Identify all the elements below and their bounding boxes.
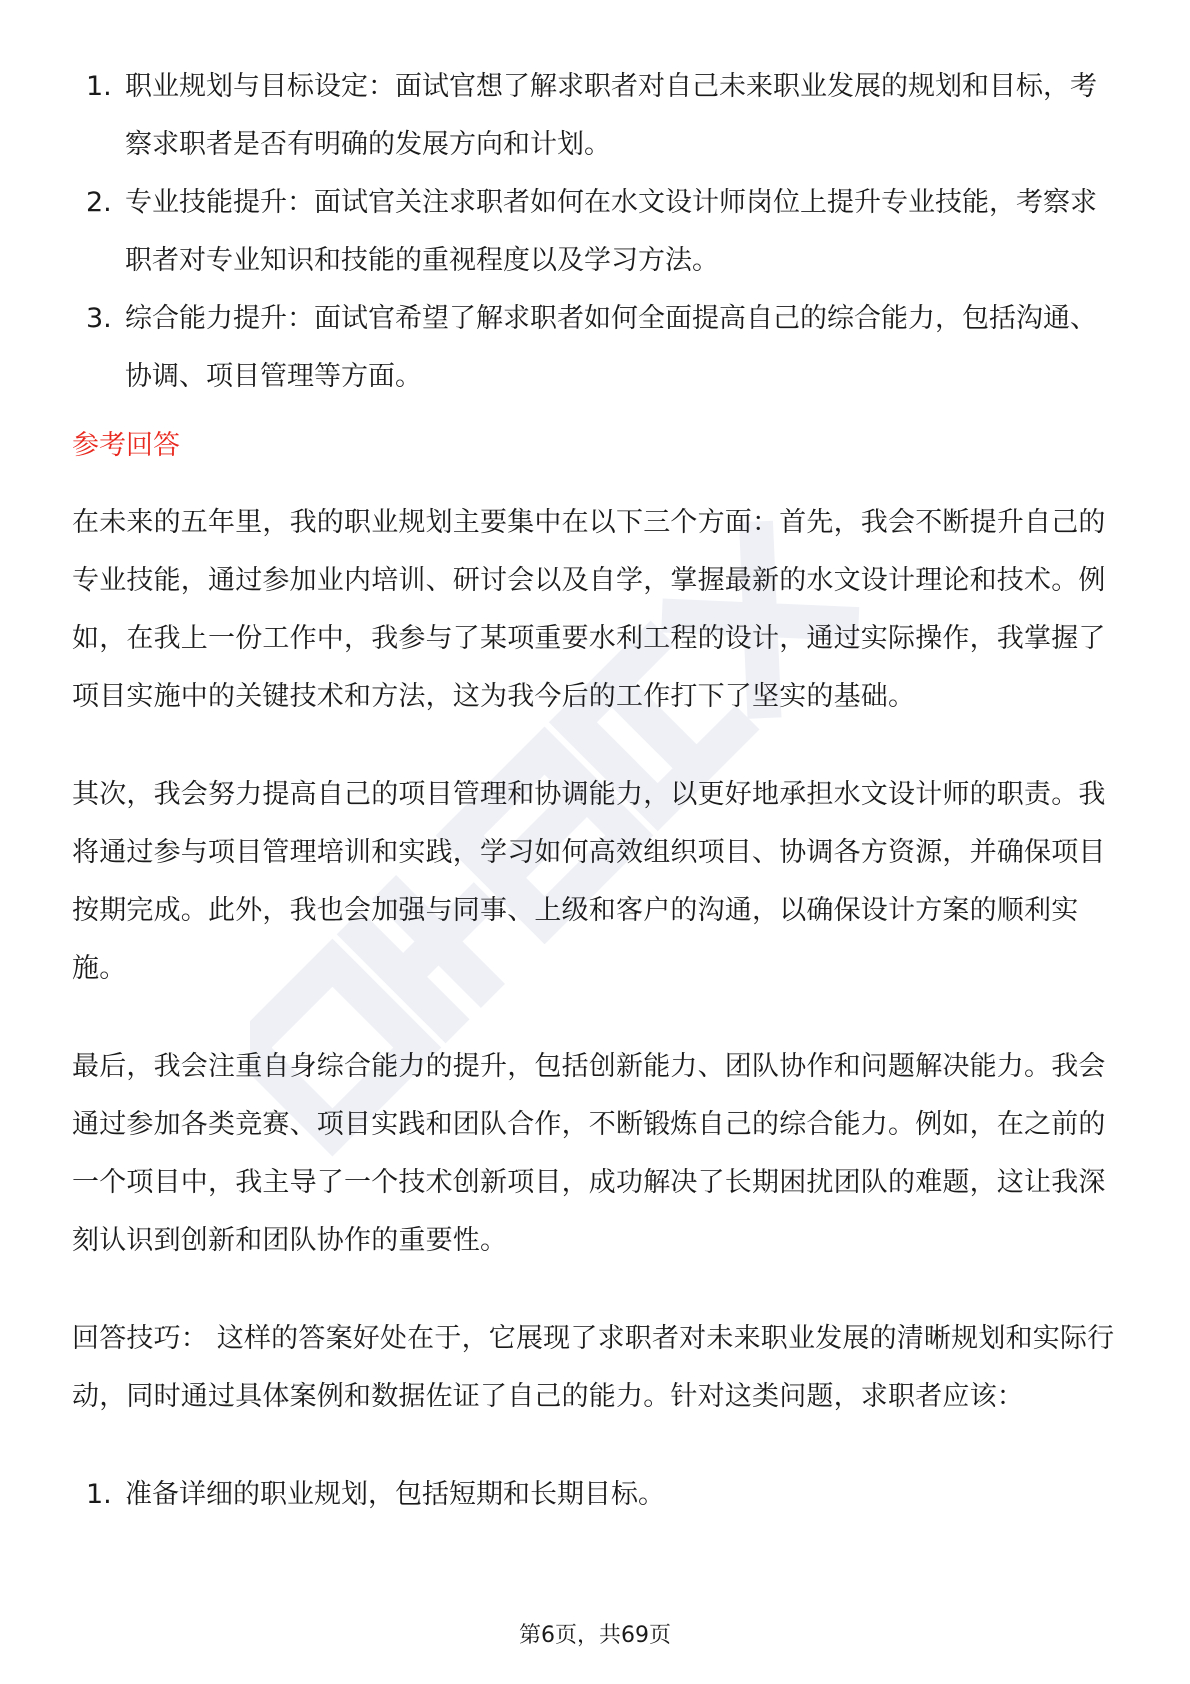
list-item	[72, 58, 1122, 174]
list-item-text: 专业技能提升：面试官关注求职者如何在水文设计师岗位上提升专业技能，考察求职者对专业知识和技能的重视程度以及学习方法。	[125, 187, 1097, 276]
tips-list	[72, 1466, 1122, 1524]
page-content	[72, 58, 1122, 1524]
page-number-footer: 第6页，共69页	[519, 1623, 671, 1648]
list-item-number: 2.	[86, 187, 112, 218]
list-item-text: 准备详细的职业规划，包括短期和长期目标。	[125, 1479, 665, 1510]
list-item	[72, 174, 1122, 290]
answer-paragraph-1: 在未来的五年里，我的职业规划主要集中在以下三个方面：首先，我会不断提升自己的专业技能，通过参加业内培训、研讨会以及自学，掌握最新的水文设计理论和技术。例如，在我上一份工作中，我参与了某项重要水利工程的设计，通过实际操作，我掌握了项目实施中的关键技术和方法，这为我今后的工作打下了坚实的基础。	[72, 507, 1106, 712]
list-item-text: 职业规划与目标设定：面试官想了解求职者对自己未来职业发展的规划和目标，考察求职者是否有明确的发展方向和计划。	[125, 71, 1097, 160]
list-item-number: 3.	[86, 303, 112, 334]
list-item	[72, 290, 1122, 406]
answer-paragraph-3: 最后，我会注重自身综合能力的提升，包括创新能力、团队协作和问题解决能力。我会通过参加各类竞赛、项目实践和团队合作，不断锻炼自己的综合能力。例如，在之前的一个项目中，我主导了一个技术创新项目，成功解决了长期困扰团队的难题，这让我深刻认识到创新和团队协作的重要性。	[72, 1051, 1106, 1256]
answer-tips-paragraph: 回答技巧： 这样的答案好处在于，它展现了求职者对未来职业发展的清晰规划和实际行动，同时通过具体案例和数据佐证了自己的能力。针对这类问题，求职者应该：	[72, 1323, 1115, 1412]
list-item-number: 1.	[86, 71, 112, 102]
section-title-reference-answer: 参考回答	[72, 430, 180, 461]
answer-paragraph-2: 其次，我会努力提高自己的项目管理和协调能力，以更好地承担水文设计师的职责。我将通过参与项目管理培训和实践，学习如何高效组织项目、协调各方资源，并确保项目按期完成。此外，我也会加强与同事、上级和客户的沟通，以确保设计方案的顺利实施。	[72, 779, 1106, 984]
list-item-text: 综合能力提升：面试官希望了解求职者如何全面提高自己的综合能力，包括沟通、协调、项目管理等方面。	[125, 303, 1097, 392]
list-item-number: 1.	[86, 1479, 112, 1510]
question-points-list	[72, 58, 1122, 406]
list-item	[72, 1466, 1122, 1524]
